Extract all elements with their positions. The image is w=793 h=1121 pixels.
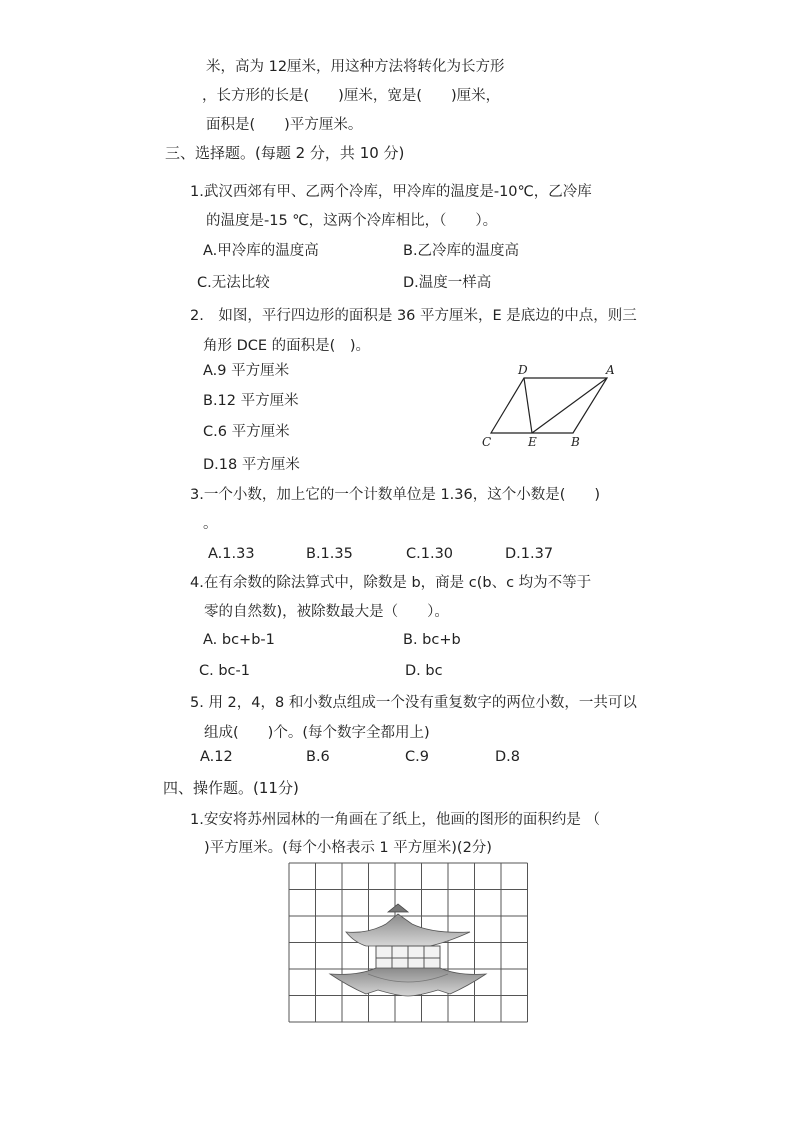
q5-line-1: 5. 用 2，4，8 和小数点组成一个没有重复数字的两位小数，一共可以 <box>190 695 637 711</box>
q2-option-a: A.9 平方厘米 <box>203 363 290 379</box>
section-4-heading: 四、操作题。(11分) <box>163 779 299 797</box>
vertex-label-a: A <box>606 363 615 377</box>
q4-option-d: D. bc <box>405 663 443 679</box>
vertex-label-b: B <box>571 435 580 449</box>
vertex-label-e: E <box>528 435 537 449</box>
q2-line-1: 2. 如图，平行四边形的面积是 36 平方厘米，E 是底边的中点，则三 <box>190 308 637 324</box>
q3-option-a: A.1.33 <box>208 546 255 562</box>
q4-line-1: 4.在有余数的除法算式中，除数是 b，商是 c(b、c 均为不等于 <box>190 575 592 591</box>
intro-line-2: ，长方形的长是( )厘米，宽是( )厘米， <box>202 88 501 104</box>
parallelogram-outline <box>491 378 607 433</box>
q1-option-b: B.乙冷库的温度高 <box>403 243 520 259</box>
area-grid-figure <box>288 862 530 1025</box>
section-3-heading: 三、选择题。(每题 2 分，共 10 分) <box>165 144 405 162</box>
vertex-label-c: C <box>482 435 492 449</box>
q5-option-d: D.8 <box>495 749 520 765</box>
segment-de <box>524 378 532 433</box>
q1-line-2: 的温度是-15 ℃，这两个冷库相比，（ ）。 <box>206 213 498 229</box>
q1-option-c: C.无法比较 <box>197 275 270 291</box>
q5-option-c: C.9 <box>405 749 429 765</box>
segment-ea <box>532 378 607 433</box>
q4-option-a: A. bc+b-1 <box>203 632 275 648</box>
q4-option-c: C. bc-1 <box>199 663 250 679</box>
q1-line-1: 1.武汉西郊有甲、乙两个冷库，甲冷库的温度是-10℃，乙冷库 <box>190 184 592 200</box>
pavilion-roof-drawing <box>330 904 486 996</box>
q5-option-a: A.12 <box>200 749 233 765</box>
q3-option-b: B.1.35 <box>306 546 353 562</box>
q3-option-d: D.1.37 <box>505 546 554 562</box>
q5-line-2: 组成( )个。(每个数字全都用上) <box>204 725 430 741</box>
q5-option-b: B.6 <box>306 749 330 765</box>
q1-option-a: A.甲冷库的温度高 <box>203 243 319 259</box>
intro-line-1: 米，高为 12厘米，用这种方法将转化为长方形 <box>206 59 505 75</box>
s4-q1-line-2: )平方厘米。(每个小格表示 1 平方厘米)(2分) <box>204 840 492 856</box>
intro-line-3: 面积是( )平方厘米。 <box>206 117 363 133</box>
q2-option-c: C.6 平方厘米 <box>203 424 290 440</box>
s4-q1-line-1: 1.安安将苏州园林的一角画在了纸上，他画的图形的面积约是 （ <box>190 812 600 828</box>
q2-line-2: 角形 DCE 的面积是( )。 <box>203 338 370 354</box>
q4-option-b: B. bc+b <box>403 632 461 648</box>
q3-line-1: 3.一个小数，加上它的一个计数单位是 1.36，这个小数是( ) <box>190 487 601 503</box>
parallelogram-figure <box>480 362 620 449</box>
q2-option-d: D.18 平方厘米 <box>203 457 300 473</box>
q3-option-c: C.1.30 <box>406 546 454 562</box>
q1-option-d: D.温度一样高 <box>403 275 492 291</box>
q2-option-b: B.12 平方厘米 <box>203 393 299 409</box>
vertex-label-d: D <box>518 363 528 377</box>
q3-line-2: 。 <box>203 516 218 532</box>
q4-line-2: 零的自然数)，被除数最大是（ ）。 <box>204 604 449 620</box>
